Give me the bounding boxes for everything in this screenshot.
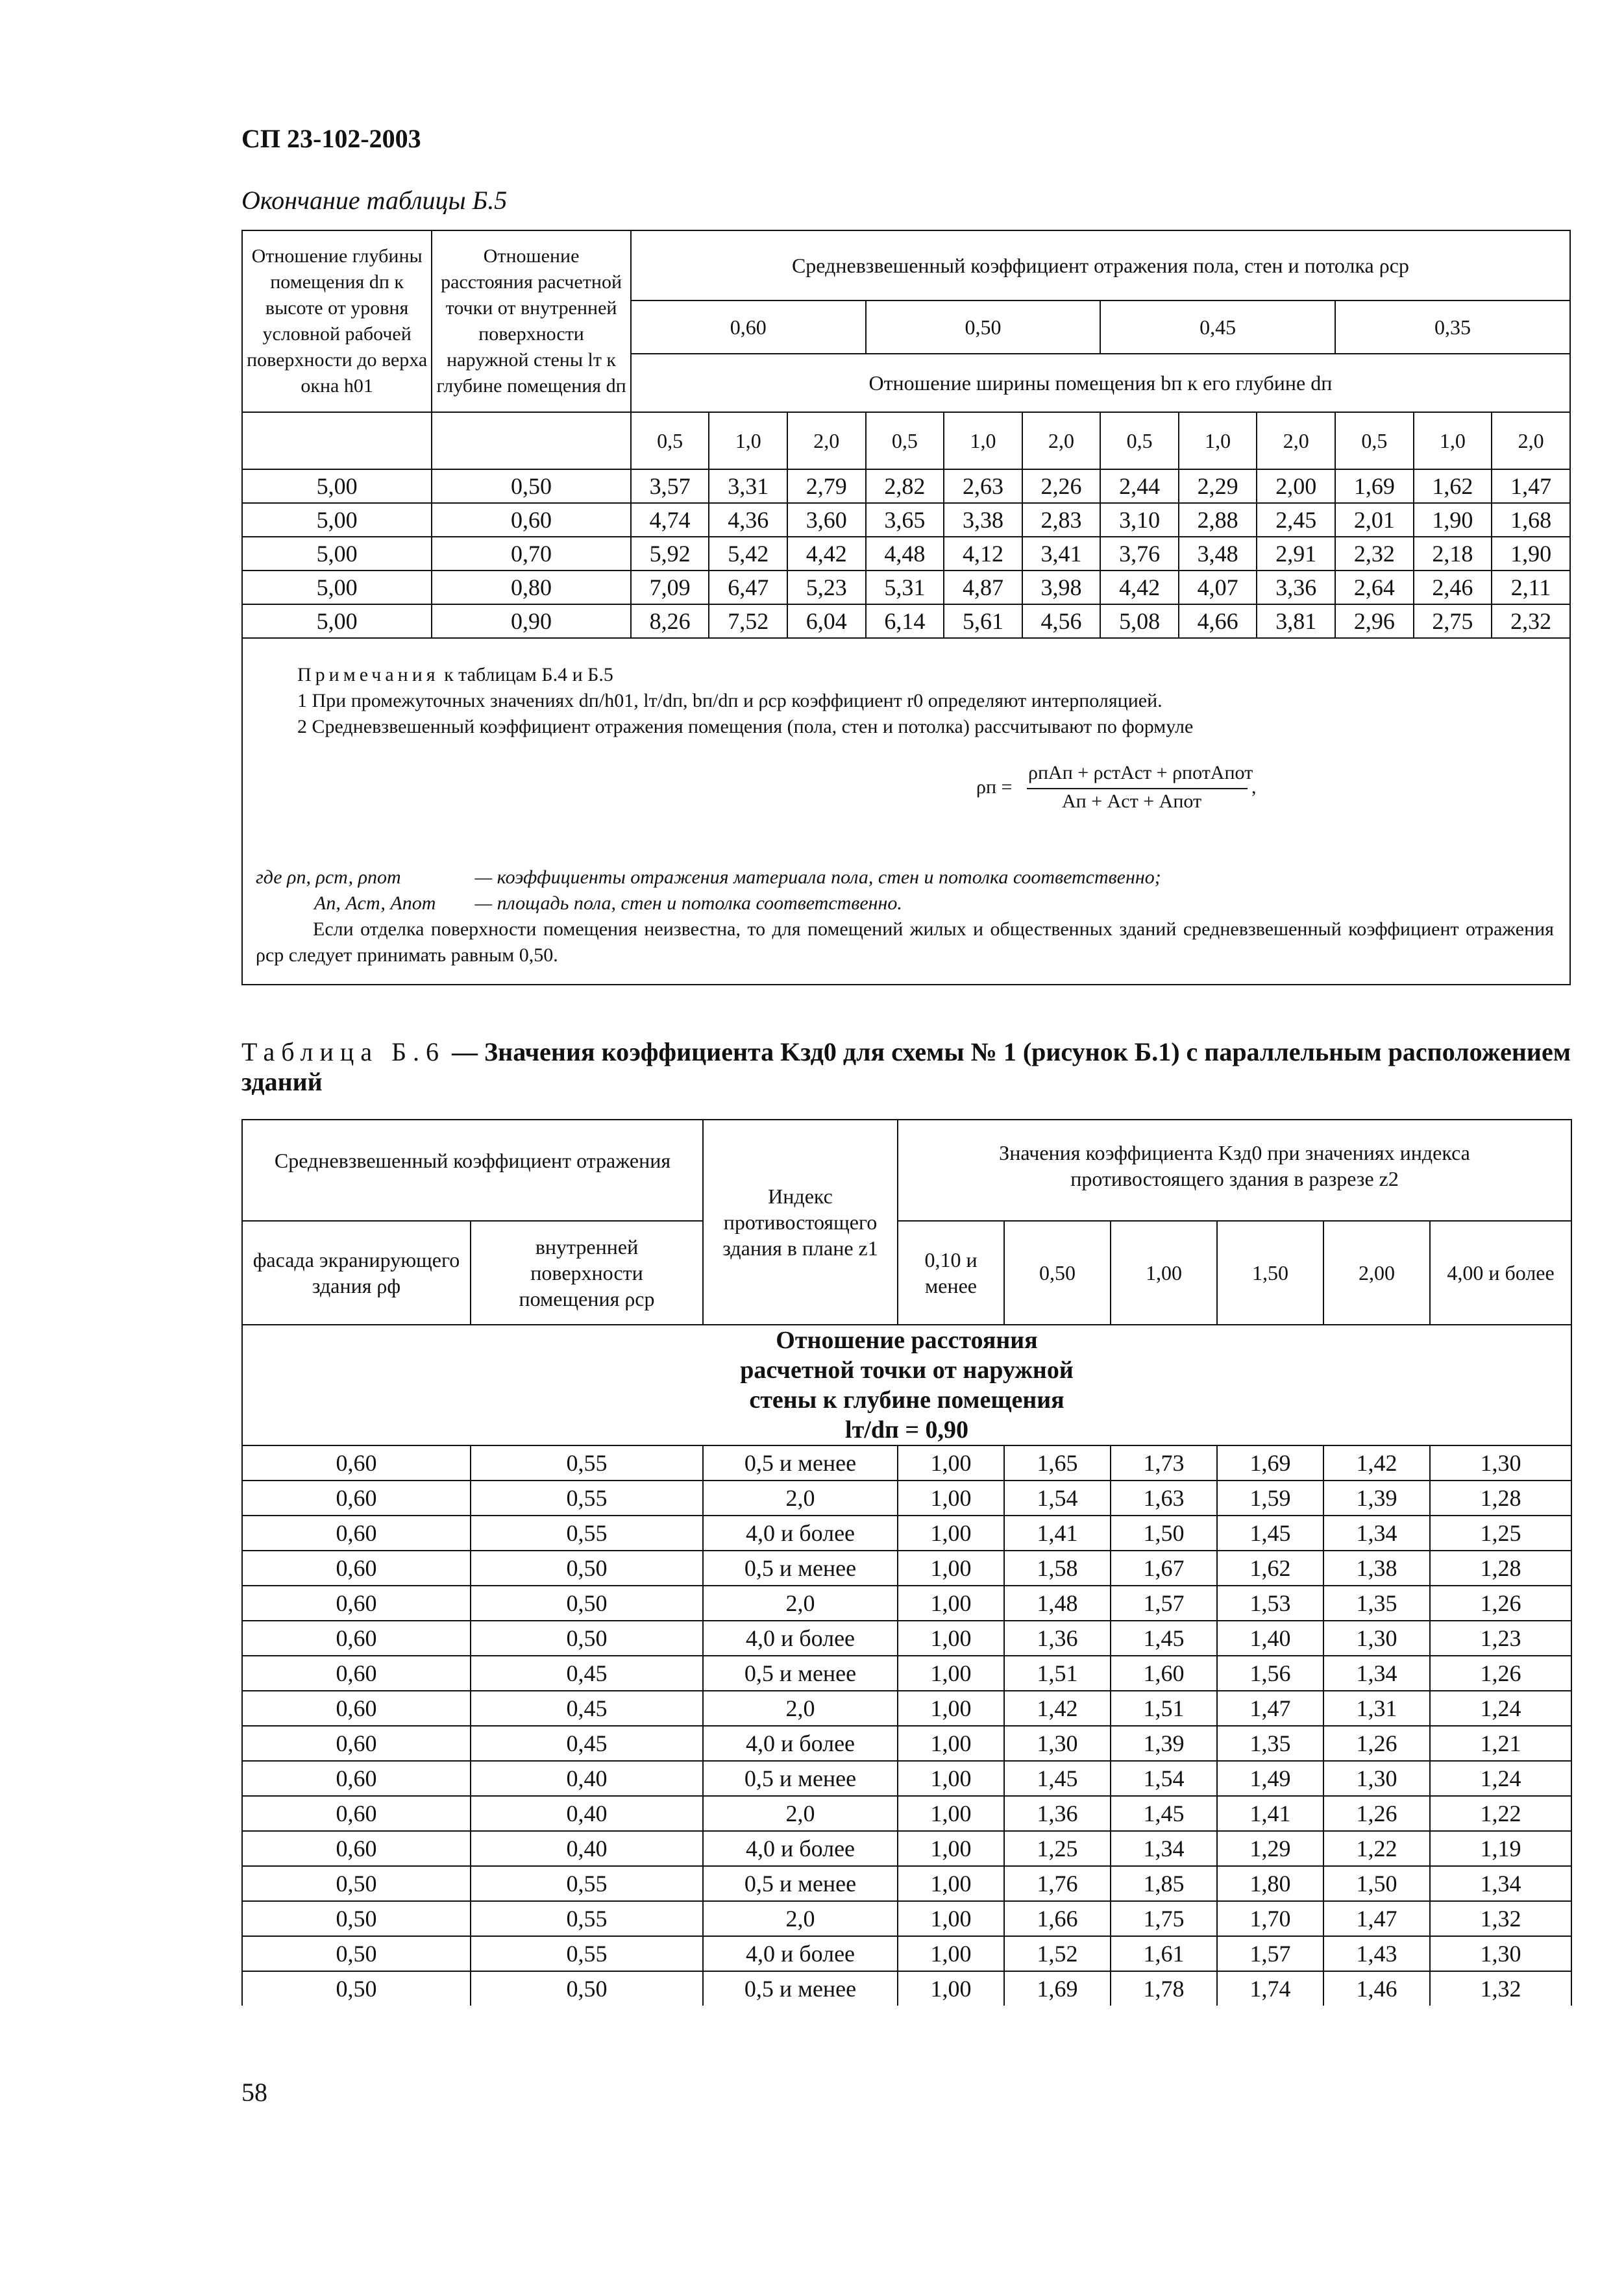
table-cell: 2,0: [703, 1481, 898, 1516]
table-cell: 1,24: [1430, 1691, 1571, 1726]
b5-width-ratio-11: 2,0: [1492, 412, 1570, 469]
table-cell: 2,29: [1179, 469, 1257, 503]
table-cell: 5,42: [709, 537, 787, 571]
formula-bar: [1027, 788, 1248, 789]
table-cell: 2,0: [703, 1901, 898, 1936]
table-cell: 1,42: [1323, 1445, 1430, 1481]
table-cell: 1,00: [898, 1691, 1004, 1726]
table-cell: 1,47: [1217, 1691, 1323, 1726]
table-cell: 1,26: [1430, 1586, 1571, 1621]
table-row: [242, 1516, 1571, 1551]
table-cell: 1,36: [1004, 1621, 1111, 1656]
table-cell: 1,75: [1111, 1901, 1217, 1936]
table-cell: 1,40: [1217, 1621, 1323, 1656]
table-cell: 4,42: [1100, 571, 1179, 604]
table-cell: 1,52: [1004, 1936, 1111, 1971]
table-cell: 2,79: [787, 469, 866, 503]
table-cell: 2,88: [1179, 503, 1257, 537]
table-cell: 0,60: [242, 1516, 471, 1551]
table-cell: 0,60: [242, 1656, 471, 1691]
b5-rho-3: 0,35: [1335, 301, 1570, 354]
table-cell: 1,00: [898, 1481, 1004, 1516]
b5-header-distance-ratio: Отношение расстояния расчетной точки от внутренней поверхности наружной стены lт к глубине помещения dп: [432, 230, 631, 412]
table-cell: 1,32: [1430, 1901, 1571, 1936]
table-cell: 0,60: [242, 1586, 471, 1621]
b5-width-ratio-7: 1,0: [1179, 412, 1257, 469]
table-cell: 5,00: [242, 571, 432, 604]
table-cell: 1,56: [1217, 1656, 1323, 1691]
table-cell: 3,65: [866, 503, 944, 537]
table-cell: 1,46: [1323, 1971, 1430, 2006]
table-cell: 1,45: [1004, 1761, 1111, 1796]
table-cell: 1,23: [1430, 1621, 1571, 1656]
table-cell: 1,26: [1323, 1726, 1430, 1761]
table-cell: 1,00: [898, 1971, 1004, 2006]
table-cell: 1,54: [1111, 1761, 1217, 1796]
table-row: [242, 1691, 1571, 1726]
table-cell: 2,45: [1257, 503, 1335, 537]
notes-tail: Если отделка поверхности помещения неизвестна, то для помещений жилых и общественных зданий средневзвешенный коэффициент отражения ρср следует принимать равным 0,50.: [256, 918, 1554, 966]
table-row: [242, 1445, 1571, 1481]
b5-rho-0: 0,60: [631, 301, 866, 354]
table-cell: 4,0 и более: [703, 1621, 898, 1656]
notes-title-rest: к таблицам Б.4 и Б.5: [444, 664, 613, 685]
table-cell: 2,26: [1022, 469, 1101, 503]
table-cell: 1,35: [1323, 1586, 1430, 1621]
table-cell: 1,35: [1217, 1726, 1323, 1761]
note-2: 2 Средневзвешенный коэффициент отражения помещения (пола, стен и потолка) рассчитывают по формуле: [297, 716, 1194, 737]
where-2-text: — площадь пола, стен и потолка соответственно.: [474, 892, 902, 914]
table-cell: 1,54: [1004, 1481, 1111, 1516]
table-cell: 1,00: [898, 1761, 1004, 1796]
table-cell: 1,69: [1004, 1971, 1111, 2006]
table-cell: 1,00: [898, 1551, 1004, 1586]
b5-width-ratio-3: 0,5: [866, 412, 944, 469]
table-row: [242, 1726, 1571, 1761]
table-row: [242, 1621, 1571, 1656]
b5-width-ratio-6: 0,5: [1100, 412, 1179, 469]
formula-lhs: ρп =: [976, 776, 1013, 798]
b6-z2-4: 2,00: [1323, 1221, 1430, 1325]
table-cell: 2,91: [1257, 537, 1335, 571]
table-cell: 1,28: [1430, 1481, 1571, 1516]
table-cell: 5,00: [242, 469, 432, 503]
table-cell: 1,26: [1323, 1796, 1430, 1831]
table-cell: 0,5 и менее: [703, 1445, 898, 1481]
table-cell: 1,30: [1323, 1621, 1430, 1656]
table-cell: 1,47: [1492, 469, 1570, 503]
table-cell: 1,51: [1004, 1656, 1111, 1691]
table-row: [242, 1586, 1571, 1621]
table-cell: 0,45: [471, 1726, 703, 1761]
table-cell: 1,36: [1004, 1796, 1111, 1831]
table-cell: 1,22: [1430, 1796, 1571, 1831]
table-cell: 5,00: [242, 537, 432, 571]
table-cell: 0,60: [242, 1691, 471, 1726]
table-cell: 1,49: [1217, 1761, 1323, 1796]
table-cell: 1,80: [1217, 1866, 1323, 1901]
table-cell: 1,42: [1004, 1691, 1111, 1726]
table-cell: 1,57: [1111, 1586, 1217, 1621]
table-cell: 0,45: [471, 1691, 703, 1726]
table-cell: 1,61: [1111, 1936, 1217, 1971]
table-row: [242, 1936, 1571, 1971]
table-row: [242, 1796, 1571, 1831]
formula-tail: ,: [1251, 776, 1257, 798]
table-cell: 0,40: [471, 1831, 703, 1866]
table-cell: 6,14: [866, 604, 944, 638]
table-cell: 1,00: [898, 1656, 1004, 1691]
table-row: [242, 1481, 1571, 1516]
b6-z2-1: 0,50: [1004, 1221, 1111, 1325]
where-1-symbols: где ρп, ρст, ρпот: [256, 866, 401, 888]
table-cell: 1,90: [1414, 503, 1492, 537]
table-cell: 1,30: [1430, 1936, 1571, 1971]
table-cell: 1,24: [1430, 1761, 1571, 1796]
table-cell: 2,01: [1335, 503, 1414, 537]
doc-code: СП 23-102-2003: [241, 124, 421, 153]
table-row: [242, 469, 1570, 503]
table-cell: 0,60: [432, 503, 631, 537]
where-1-text: — коэффициенты отражения материала пола, стен и потолка соответственно;: [474, 866, 1161, 888]
table-cell: 2,0: [703, 1796, 898, 1831]
table-row: [242, 571, 1570, 604]
table-cell: 1,34: [1323, 1656, 1430, 1691]
table-cell: 4,07: [1179, 571, 1257, 604]
b5-header-reflectance: Средневзвешенный коэффициент отражения пола, стен и потолка ρср: [631, 230, 1570, 301]
table-cell: 1,00: [898, 1866, 1004, 1901]
table-cell: 5,61: [944, 604, 1022, 638]
table-cell: 0,70: [432, 537, 631, 571]
table-cell: 1,76: [1004, 1866, 1111, 1901]
table-cell: 0,80: [432, 571, 631, 604]
table-cell: 2,82: [866, 469, 944, 503]
table-cell: 1,41: [1217, 1796, 1323, 1831]
b5-width-ratio-4: 1,0: [944, 412, 1022, 469]
table-cell: 0,60: [242, 1481, 471, 1516]
table-cell: 2,44: [1100, 469, 1179, 503]
table-cell: 1,00: [898, 1586, 1004, 1621]
table-cell: 1,30: [1323, 1761, 1430, 1796]
table-cell: 4,0 и более: [703, 1936, 898, 1971]
b5-rho-2: 0,45: [1100, 301, 1335, 354]
table-cell: 1,39: [1323, 1481, 1430, 1516]
table-cell: 0,5 и менее: [703, 1866, 898, 1901]
table-cell: 0,50: [471, 1621, 703, 1656]
b6-header-values: Значения коэффициента Kзд0 при значениях индекса противостоящего здания в разрезе z2: [898, 1120, 1571, 1221]
table-cell: 0,55: [471, 1866, 703, 1901]
table-cell: 4,66: [1179, 604, 1257, 638]
table-cell: 1,28: [1430, 1551, 1571, 1586]
table-cell: 3,48: [1179, 537, 1257, 571]
table-cell: 2,0: [703, 1586, 898, 1621]
table-cell: 1,30: [1004, 1726, 1111, 1761]
b5-width-ratio-2: 2,0: [787, 412, 866, 469]
table-b6: [241, 1119, 1572, 2006]
page-number: 58: [241, 2078, 267, 2107]
table-cell: 1,78: [1111, 1971, 1217, 2006]
table-cell: 4,74: [631, 503, 709, 537]
table-cell: 3,60: [787, 503, 866, 537]
table-cell: 0,55: [471, 1936, 703, 1971]
b6-header-reflectance: Средневзвешенный коэффициент отражения: [242, 1120, 703, 1221]
table-cell: 0,60: [242, 1621, 471, 1656]
table-cell: 4,0 и более: [703, 1831, 898, 1866]
table-cell: 1,00: [898, 1901, 1004, 1936]
notes-title: Примечания: [297, 664, 439, 685]
table-cell: 5,92: [631, 537, 709, 571]
table-cell: 5,31: [866, 571, 944, 604]
table-row: [242, 1656, 1571, 1691]
table-cell: 0,50: [471, 1586, 703, 1621]
table-cell: 1,45: [1111, 1796, 1217, 1831]
table-cell: 1,68: [1492, 503, 1570, 537]
b6-header-facade: фасада экранирующего здания ρф: [242, 1221, 471, 1325]
formula-numerator: ρпAп + ρстAст + ρпотAпот: [1028, 762, 1253, 783]
table-cell: 1,22: [1323, 1831, 1430, 1866]
table-cell: 8,26: [631, 604, 709, 638]
table-cell: 1,21: [1430, 1726, 1571, 1761]
table-cell: 0,40: [471, 1761, 703, 1796]
table-cell: 4,56: [1022, 604, 1101, 638]
table-cell: 0,60: [242, 1551, 471, 1586]
table-cell: 7,52: [709, 604, 787, 638]
table-cell: 3,57: [631, 469, 709, 503]
table-cell: 1,19: [1430, 1831, 1571, 1866]
b5-header-width-ratio: Отношение ширины помещения bп к его глубине dп: [631, 354, 1570, 412]
table-row: [242, 1901, 1571, 1936]
table-cell: 1,34: [1323, 1516, 1430, 1551]
table-cell: 2,0: [703, 1691, 898, 1726]
table-cell: 0,60: [242, 1831, 471, 1866]
table-cell: 1,00: [898, 1831, 1004, 1866]
b6-z2-2: 1,00: [1111, 1221, 1217, 1325]
table-cell: 0,5 и менее: [703, 1656, 898, 1691]
table-cell: 1,34: [1430, 1866, 1571, 1901]
table-b6-caption-text: — Значения коэффициента Kзд0 для схемы № 1 (рисунок Б.1) с параллельным расположением зданий: [241, 1037, 1571, 1096]
table-cell: 0,50: [471, 1551, 703, 1586]
table-cell: 1,62: [1217, 1551, 1323, 1586]
table-cell: 3,98: [1022, 571, 1101, 604]
table-cell: 0,55: [471, 1481, 703, 1516]
table-cell: 1,45: [1111, 1621, 1217, 1656]
table-cell: 1,43: [1323, 1936, 1430, 1971]
b5-width-ratio-9: 0,5: [1335, 412, 1414, 469]
table-b6-caption: [241, 1037, 1572, 1097]
where-2-symbols: Aп, Aст, Aпот: [314, 892, 436, 914]
table-cell: 0,50: [242, 1971, 471, 2006]
table-cell: 1,67: [1111, 1551, 1217, 1586]
b6-z2-0: 0,10 и менее: [898, 1221, 1004, 1325]
table-cell: 1,90: [1492, 537, 1570, 571]
table-cell: 1,31: [1323, 1691, 1430, 1726]
table-cell: 1,59: [1217, 1481, 1323, 1516]
table-cell: 3,36: [1257, 571, 1335, 604]
table-cell: 0,40: [471, 1796, 703, 1831]
table-cell: 1,53: [1217, 1586, 1323, 1621]
table-row: [242, 1971, 1571, 2006]
table-b5: [241, 230, 1571, 985]
table-cell: 1,00: [898, 1936, 1004, 1971]
table-cell: 0,5 и менее: [703, 1761, 898, 1796]
b5-width-ratio-8: 2,0: [1257, 412, 1335, 469]
table-row: [242, 1551, 1571, 1586]
table-cell: 1,39: [1111, 1726, 1217, 1761]
b5-rho-1: 0,50: [866, 301, 1101, 354]
table-cell: 0,50: [471, 1971, 703, 2006]
table-cell: 5,23: [787, 571, 866, 604]
b6-header-inner-surface: внутренней поверхности помещения ρср: [471, 1221, 703, 1325]
table-cell: 4,0 и более: [703, 1516, 898, 1551]
table-cell: 1,85: [1111, 1866, 1217, 1901]
table-cell: 0,55: [471, 1901, 703, 1936]
table-cell: 1,57: [1217, 1936, 1323, 1971]
table-cell: 2,46: [1414, 571, 1492, 604]
table-cell: 1,30: [1430, 1445, 1571, 1481]
b5-width-ratio-1: 1,0: [709, 412, 787, 469]
table-cell: 2,96: [1335, 604, 1414, 638]
table-cell: 1,00: [898, 1796, 1004, 1831]
table-cell: 1,69: [1217, 1445, 1323, 1481]
table-cell: 2,32: [1492, 604, 1570, 638]
table-cell: 2,00: [1257, 469, 1335, 503]
table-cell: 0,60: [242, 1796, 471, 1831]
table-cell: 1,47: [1323, 1901, 1430, 1936]
table-cell: 3,38: [944, 503, 1022, 537]
table-cell: 4,0 и более: [703, 1726, 898, 1761]
table-cell: 0,5 и менее: [703, 1971, 898, 2006]
table-cell: 1,00: [898, 1726, 1004, 1761]
table-cell: 1,58: [1004, 1551, 1111, 1586]
b5-width-ratio-10: 1,0: [1414, 412, 1492, 469]
table-cell: 0,60: [242, 1761, 471, 1796]
table-cell: 4,12: [944, 537, 1022, 571]
table-cell: 5,08: [1100, 604, 1179, 638]
table-cell: 1,60: [1111, 1656, 1217, 1691]
table-row: [242, 604, 1570, 638]
table-row: [242, 503, 1570, 537]
table-cell: 1,00: [898, 1516, 1004, 1551]
table-cell: 1,50: [1111, 1516, 1217, 1551]
table-row: [242, 1831, 1571, 1866]
table-cell: 2,83: [1022, 503, 1101, 537]
table-cell: 1,41: [1004, 1516, 1111, 1551]
table-cell: 1,34: [1111, 1831, 1217, 1866]
table-cell: 3,10: [1100, 503, 1179, 537]
table-cell: 1,74: [1217, 1971, 1323, 2006]
table-cell: 1,25: [1004, 1831, 1111, 1866]
table-cell: 3,76: [1100, 537, 1179, 571]
table-cell: 1,29: [1217, 1831, 1323, 1866]
table-cell: 0,45: [471, 1656, 703, 1691]
table-cell: 0,50: [432, 469, 631, 503]
table-cell: 2,63: [944, 469, 1022, 503]
table-cell: 3,81: [1257, 604, 1335, 638]
table-cell: 1,70: [1217, 1901, 1323, 1936]
table-cell: 0,5 и менее: [703, 1551, 898, 1586]
table-cell: 1,63: [1111, 1481, 1217, 1516]
b5-header-depth-ratio: Отношение глубины помещения dп к высоте от уровня условной рабочей поверхности до верха окна h01: [242, 230, 432, 412]
table-cell: 3,31: [709, 469, 787, 503]
table-cell: 1,45: [1217, 1516, 1323, 1551]
table-cell: 4,87: [944, 571, 1022, 604]
table-cell: 1,00: [898, 1445, 1004, 1481]
table-cell: 1,69: [1335, 469, 1414, 503]
table-cell: 0,50: [242, 1866, 471, 1901]
table-cell: 1,32: [1430, 1971, 1571, 2006]
b5-width-ratio-0: 0,5: [631, 412, 709, 469]
table-cell: 1,26: [1430, 1656, 1571, 1691]
table-cell: 6,04: [787, 604, 866, 638]
table-row: [242, 537, 1570, 571]
table-cell: 0,55: [471, 1516, 703, 1551]
table-cell: 6,47: [709, 571, 787, 604]
table-cell: 1,65: [1004, 1445, 1111, 1481]
table-b6-caption-label: Таблица Б.6: [241, 1037, 446, 1066]
table-continuation-title: Окончание таблицы Б.5: [241, 186, 508, 215]
table-row: [242, 1866, 1571, 1901]
b5-notes: [242, 638, 1570, 985]
b5-width-ratio-5: 2,0: [1022, 412, 1101, 469]
table-cell: 2,11: [1492, 571, 1570, 604]
table-cell: 5,00: [242, 604, 432, 638]
note-1: 1 При промежуточных значениях dп/h01, lт/dп, bп/dп и ρср коэффициент r0 определяют интерполяцией.: [297, 690, 1163, 711]
table-cell: 0,50: [242, 1936, 471, 1971]
table-cell: 0,60: [242, 1726, 471, 1761]
table-cell: 3,41: [1022, 537, 1101, 571]
table-cell: 1,62: [1414, 469, 1492, 503]
table-cell: 2,75: [1414, 604, 1492, 638]
table-cell: 0,50: [242, 1901, 471, 1936]
table-row: [242, 1761, 1571, 1796]
table-cell: 1,48: [1004, 1586, 1111, 1621]
table-cell: 0,90: [432, 604, 631, 638]
table-cell: 1,50: [1323, 1866, 1430, 1901]
table-cell: 0,55: [471, 1445, 703, 1481]
formula-denominator: Aп + Aст + Aпот: [1062, 791, 1202, 812]
table-cell: 1,38: [1323, 1551, 1430, 1586]
b6-z2-3: 1,50: [1217, 1221, 1323, 1325]
table-cell: 4,36: [709, 503, 787, 537]
table-cell: 1,25: [1430, 1516, 1571, 1551]
table-cell: 7,09: [631, 571, 709, 604]
b6-header-index-plan: Индекс противостоящего здания в плане z1: [703, 1120, 898, 1325]
table-cell: 2,18: [1414, 537, 1492, 571]
table-cell: 1,00: [898, 1621, 1004, 1656]
table-cell: 0,60: [242, 1445, 471, 1481]
table-cell: 2,32: [1335, 537, 1414, 571]
table-cell: 1,73: [1111, 1445, 1217, 1481]
table-cell: 1,66: [1004, 1901, 1111, 1936]
table-cell: 1,51: [1111, 1691, 1217, 1726]
b6-z2-5: 4,00 и более: [1430, 1221, 1571, 1325]
table-cell: 4,48: [866, 537, 944, 571]
table-cell: 5,00: [242, 503, 432, 537]
table-cell: 2,64: [1335, 571, 1414, 604]
b6-section-title: Отношение расстояния расчетной точки от наружной стены к глубине помещения lт/dп = 0,90: [242, 1325, 1571, 1445]
table-cell: 4,42: [787, 537, 866, 571]
